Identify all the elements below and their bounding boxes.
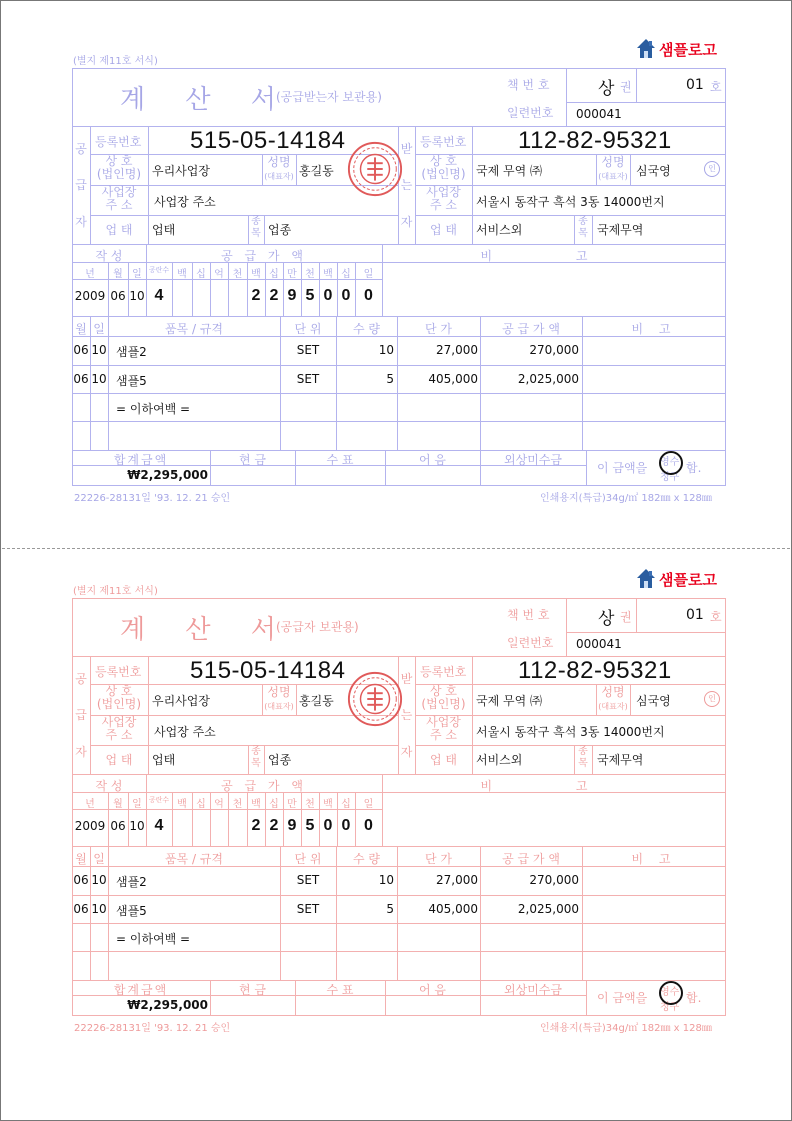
item-row-unit: SET bbox=[296, 372, 320, 386]
total-amount: ₩2,295,000 bbox=[127, 468, 208, 482]
logo bbox=[636, 38, 717, 60]
item-row-amount: 2,025,000 bbox=[517, 372, 579, 386]
buyer-seal-mark: 인 bbox=[704, 691, 720, 707]
amount-digit: 0 bbox=[364, 287, 373, 304]
buyer-name-label: 상 호 (법인명) bbox=[421, 684, 466, 711]
buyer-reg-label: 등록번호 bbox=[420, 665, 467, 679]
supplier-name-label: 상 호 (법인명) bbox=[96, 154, 142, 181]
col-header-day: 일 bbox=[93, 852, 105, 866]
invoice-supplier-copy bbox=[0, 530, 792, 1034]
item-row-name: = 이하여백 = bbox=[116, 932, 191, 946]
issue-col-label: 억 bbox=[214, 799, 224, 810]
book-volume: 상 bbox=[598, 79, 615, 99]
note-label: 어 음 bbox=[419, 453, 446, 467]
credit-label: 외상미수금 bbox=[504, 453, 562, 467]
buyer-item-label: 종 목 bbox=[578, 216, 588, 239]
total-label: 합계금액 bbox=[113, 453, 169, 467]
paper-footer: 인쇄용지(특급)34g/㎡ 182㎜ x 128㎜ bbox=[540, 1023, 712, 1034]
supplier-addr-label: 사업장 주 소 bbox=[101, 715, 137, 742]
amount-digit: 0 bbox=[341, 287, 351, 304]
col-header-amount: 공 급 가 액 bbox=[502, 852, 560, 866]
buyer-name: 국제 무역 ㈜ bbox=[476, 694, 542, 708]
issue-col-label: 공란수 bbox=[148, 266, 170, 274]
item-row-day: 10 bbox=[91, 902, 107, 916]
item-row-qty: 10 bbox=[378, 343, 394, 357]
supplier-name: 우리사업장 bbox=[152, 694, 210, 708]
form-number: (별지 제11호 서식) bbox=[73, 56, 158, 67]
item-row-unit: SET bbox=[296, 343, 320, 357]
col-header-item: 품목 / 규격 bbox=[164, 852, 224, 866]
buyer-side-label: 받 는 자 bbox=[400, 671, 413, 760]
supplier-item: 업종 bbox=[268, 753, 292, 767]
col-header-price: 단 가 bbox=[425, 852, 452, 866]
total-amount: ₩2,295,000 bbox=[127, 998, 208, 1012]
item-row-qty: 5 bbox=[386, 372, 394, 386]
item-row-name: 샘플5 bbox=[116, 374, 147, 388]
issue-month: 06 bbox=[110, 819, 126, 833]
supplier-type: 업태 bbox=[152, 223, 176, 237]
amount-digit: 2 bbox=[251, 817, 261, 834]
col-header-note: 비 고 bbox=[631, 852, 677, 866]
col-header-month: 월 bbox=[75, 852, 87, 866]
col-header-qty: 수 량 bbox=[353, 852, 380, 866]
amount-digit: 9 bbox=[287, 817, 297, 834]
book-no-label: 책 번 호 bbox=[507, 608, 550, 622]
logo bbox=[636, 568, 717, 590]
item-row-day: 10 bbox=[91, 372, 107, 386]
buyer-side-label: 받 는 자 bbox=[400, 141, 413, 230]
issue-col-label: 십 bbox=[269, 799, 279, 810]
amount-digit: 5 bbox=[305, 817, 315, 834]
approval-footer: 22226-28131일 '93. 12. 21 승인 bbox=[74, 1023, 231, 1034]
amount-digit: 2 bbox=[251, 287, 261, 304]
claim-suffix: 함. bbox=[686, 991, 702, 1005]
issue-day: 10 bbox=[129, 289, 145, 303]
approval-footer: 22226-28131일 '93. 12. 21 승인 bbox=[74, 493, 231, 504]
house-icon bbox=[636, 568, 656, 590]
supplier-type: 업태 bbox=[152, 753, 176, 767]
serial-number: 000041 bbox=[576, 637, 622, 651]
remark-section-label: 비 고 bbox=[480, 249, 628, 263]
item-row-day: 10 bbox=[91, 343, 107, 357]
col-header-qty: 수 량 bbox=[353, 322, 380, 336]
check-label: 수 표 bbox=[326, 983, 354, 997]
book-number-suffix: 호 bbox=[710, 610, 722, 624]
book-number: 01 bbox=[686, 607, 704, 623]
buyer-type-label: 업 태 bbox=[430, 753, 457, 767]
issue-col-label: 일 bbox=[363, 269, 374, 280]
item-row-qty: 10 bbox=[378, 873, 394, 887]
claim-selected-circle bbox=[659, 451, 683, 475]
issue-col-label: 일 bbox=[132, 269, 142, 280]
amount-digit: 0 bbox=[341, 817, 351, 834]
serial-no-label: 일련번호 bbox=[507, 636, 554, 650]
item-row-price: 405,000 bbox=[428, 372, 478, 386]
issue-col-label: 백 bbox=[177, 799, 187, 810]
buyer-name: 국제 무역 ㈜ bbox=[476, 164, 542, 178]
company-seal-icon bbox=[346, 670, 404, 728]
col-header-item: 품목 / 규격 bbox=[164, 322, 224, 336]
issue-section-label: 작 성 bbox=[95, 249, 123, 263]
item-row-price: 27,000 bbox=[436, 873, 478, 887]
issue-col-label: 공란수 bbox=[148, 796, 170, 804]
supplier-name: 우리사업장 bbox=[152, 164, 210, 178]
buyer-rep: 심국영 bbox=[636, 164, 671, 178]
serial-no-label: 일련번호 bbox=[507, 106, 554, 120]
buyer-rep: 심국영 bbox=[636, 694, 671, 708]
buyer-item-label: 종 목 bbox=[578, 746, 588, 769]
copy-note: (공급받는자 보관용) bbox=[276, 90, 382, 104]
amount-section-label: 공 급 가 액 bbox=[221, 779, 307, 793]
buyer-rep-label: 성명 (대표자) bbox=[598, 155, 628, 181]
issue-col-label: 년 bbox=[85, 799, 95, 810]
buyer-type-label: 업 태 bbox=[430, 223, 457, 237]
item-row-amount: 2,025,000 bbox=[517, 902, 579, 916]
claim-billing: 청구 bbox=[660, 1002, 680, 1013]
note-label: 어 음 bbox=[419, 983, 446, 997]
issue-month: 06 bbox=[110, 289, 126, 303]
item-row-unit: SET bbox=[296, 902, 320, 916]
item-row-month: 06 bbox=[73, 343, 89, 357]
cash-label: 현 금 bbox=[239, 453, 266, 467]
item-row-day: 10 bbox=[91, 873, 107, 887]
logo-text: 샘플로고 bbox=[659, 570, 717, 589]
book-volume-suffix: 권 bbox=[620, 610, 632, 624]
copy-note: (공급자 보관용) bbox=[276, 620, 359, 634]
buyer-addr: 서울시 동작구 흑석 3동 14000번지 bbox=[476, 195, 665, 209]
amount-digit: 5 bbox=[305, 287, 315, 304]
issue-col-label: 십 bbox=[269, 269, 279, 280]
issue-col-label: 백 bbox=[323, 799, 333, 810]
item-row-name: = 이하여백 = bbox=[116, 402, 191, 416]
amount-digit: 9 bbox=[287, 287, 297, 304]
issue-blank-count: 4 bbox=[154, 817, 164, 834]
claim-receipt: 영수 bbox=[660, 457, 680, 468]
total-label: 합계금액 bbox=[113, 983, 169, 997]
issue-col-label: 백 bbox=[323, 269, 333, 280]
buyer-rep-label: 성명 (대표자) bbox=[598, 685, 628, 711]
supplier-reg-label: 등록번호 bbox=[95, 665, 142, 679]
claim-prefix: 이 금액을 bbox=[597, 461, 648, 475]
issue-col-label: 십 bbox=[196, 269, 206, 280]
supplier-addr: 사업장 주소 bbox=[154, 195, 216, 209]
issue-col-label: 백 bbox=[251, 799, 261, 810]
issue-col-label: 십 bbox=[196, 799, 206, 810]
supplier-reg-label: 등록번호 bbox=[95, 135, 142, 149]
issue-col-label: 천 bbox=[305, 799, 315, 810]
invoice-title: 계 산 서 bbox=[120, 615, 292, 645]
issue-col-label: 십 bbox=[341, 799, 351, 810]
supplier-rep: 홍길동 bbox=[299, 694, 334, 708]
col-header-unit: 단 위 bbox=[294, 852, 322, 866]
item-row-month: 06 bbox=[73, 873, 89, 887]
buyer-reg-no: 112-82-95321 bbox=[518, 127, 672, 154]
col-header-day: 일 bbox=[93, 322, 105, 336]
issue-year: 2009 bbox=[74, 289, 106, 303]
issue-col-label: 년 bbox=[85, 269, 95, 280]
paper-footer: 인쇄용지(특급)34g/㎡ 182㎜ x 128㎜ bbox=[540, 493, 712, 504]
buyer-seal-mark: 인 bbox=[704, 161, 720, 177]
amount-digit: 0 bbox=[364, 817, 373, 834]
buyer-reg-label: 등록번호 bbox=[420, 135, 467, 149]
supplier-rep-label: 성명 (대표자) bbox=[264, 685, 294, 711]
serial-number: 000041 bbox=[576, 107, 622, 121]
issue-year: 2009 bbox=[74, 819, 106, 833]
amount-digit: 2 bbox=[269, 287, 279, 304]
remark-section-label: 비 고 bbox=[480, 779, 628, 793]
check-label: 수 표 bbox=[326, 453, 354, 467]
supplier-addr-label: 사업장 주 소 bbox=[101, 185, 137, 212]
buyer-type: 서비스외 bbox=[476, 753, 523, 767]
buyer-addr-label: 사업장 주 소 bbox=[426, 185, 461, 212]
amount-digit: 0 bbox=[323, 287, 333, 304]
invoice-receiver-copy bbox=[0, 0, 792, 504]
buyer-type: 서비스외 bbox=[476, 223, 523, 237]
supplier-addr: 사업장 주소 bbox=[154, 725, 216, 739]
supplier-rep-label: 성명 (대표자) bbox=[264, 155, 294, 181]
logo-text: 샘플로고 bbox=[659, 40, 717, 59]
issue-col-label: 천 bbox=[232, 799, 243, 810]
item-row-name: 샘플5 bbox=[116, 904, 147, 918]
issue-col-label: 월 bbox=[113, 799, 123, 810]
supplier-reg-no: 515-05-14184 bbox=[190, 127, 346, 154]
claim-suffix: 함. bbox=[686, 461, 702, 475]
supplier-reg-no: 515-05-14184 bbox=[190, 657, 346, 684]
item-row-qty: 5 bbox=[386, 902, 394, 916]
item-row-amount: 270,000 bbox=[529, 873, 579, 887]
amount-digit: 0 bbox=[323, 817, 333, 834]
buyer-addr: 서울시 동작구 흑석 3동 14000번지 bbox=[476, 725, 665, 739]
issue-section-label: 작 성 bbox=[95, 779, 123, 793]
book-volume: 상 bbox=[598, 609, 615, 629]
supplier-type-label: 업 태 bbox=[105, 753, 133, 767]
supplier-item-label: 종 목 bbox=[251, 216, 261, 239]
col-header-price: 단 가 bbox=[425, 322, 452, 336]
supplier-type-label: 업 태 bbox=[105, 223, 133, 237]
house-icon bbox=[636, 38, 656, 60]
form-number: (별지 제11호 서식) bbox=[73, 586, 158, 597]
supplier-side-label: 공 급 자 bbox=[75, 671, 87, 760]
item-row-name: 샘플2 bbox=[116, 345, 147, 359]
issue-col-label: 만 bbox=[287, 269, 297, 280]
invoice-title: 계 산 서 bbox=[120, 85, 292, 115]
issue-col-label: 일 bbox=[363, 799, 374, 810]
col-header-note: 비 고 bbox=[631, 322, 677, 336]
issue-col-label: 백 bbox=[251, 269, 261, 280]
supplier-item: 업종 bbox=[268, 223, 292, 237]
claim-receipt: 영수 bbox=[660, 987, 680, 998]
book-number-suffix: 호 bbox=[710, 80, 722, 94]
issue-col-label: 일 bbox=[132, 799, 142, 810]
issue-col-label: 십 bbox=[341, 269, 351, 280]
buyer-item: 국제무역 bbox=[597, 753, 644, 767]
cash-label: 현 금 bbox=[239, 983, 266, 997]
claim-selected-circle bbox=[659, 981, 683, 1005]
item-row-price: 405,000 bbox=[428, 902, 478, 916]
amount-digit: 2 bbox=[269, 817, 279, 834]
credit-label: 외상미수금 bbox=[504, 983, 562, 997]
col-header-unit: 단 위 bbox=[294, 322, 322, 336]
issue-day: 10 bbox=[129, 819, 145, 833]
supplier-item-label: 종 목 bbox=[251, 746, 261, 769]
item-row-month: 06 bbox=[73, 372, 89, 386]
issue-col-label: 월 bbox=[113, 269, 123, 280]
supplier-rep: 홍길동 bbox=[299, 164, 334, 178]
item-row-unit: SET bbox=[296, 873, 320, 887]
book-volume-suffix: 권 bbox=[620, 80, 632, 94]
buyer-name-label: 상 호 (법인명) bbox=[421, 154, 466, 181]
issue-col-label: 만 bbox=[287, 799, 297, 810]
item-row-name: 샘플2 bbox=[116, 875, 147, 889]
col-header-amount: 공 급 가 액 bbox=[502, 322, 560, 336]
issue-col-label: 천 bbox=[232, 269, 243, 280]
item-row-month: 06 bbox=[73, 902, 89, 916]
item-row-amount: 270,000 bbox=[529, 343, 579, 357]
issue-col-label: 천 bbox=[305, 269, 315, 280]
item-row-price: 27,000 bbox=[436, 343, 478, 357]
book-number: 01 bbox=[686, 77, 704, 93]
issue-col-label: 백 bbox=[177, 269, 187, 280]
buyer-addr-label: 사업장 주 소 bbox=[426, 715, 461, 742]
supplier-name-label: 상 호 (법인명) bbox=[96, 684, 142, 711]
issue-col-label: 억 bbox=[214, 269, 224, 280]
issue-blank-count: 4 bbox=[154, 287, 164, 304]
buyer-item: 국제무역 bbox=[597, 223, 644, 237]
claim-prefix: 이 금액을 bbox=[597, 991, 648, 1005]
buyer-reg-no: 112-82-95321 bbox=[518, 657, 672, 684]
claim-billing: 청구 bbox=[660, 472, 680, 483]
amount-section-label: 공 급 가 액 bbox=[221, 249, 307, 263]
col-header-month: 월 bbox=[75, 322, 87, 336]
book-no-label: 책 번 호 bbox=[507, 78, 550, 92]
company-seal-icon bbox=[346, 140, 404, 198]
supplier-side-label: 공 급 자 bbox=[75, 141, 87, 230]
